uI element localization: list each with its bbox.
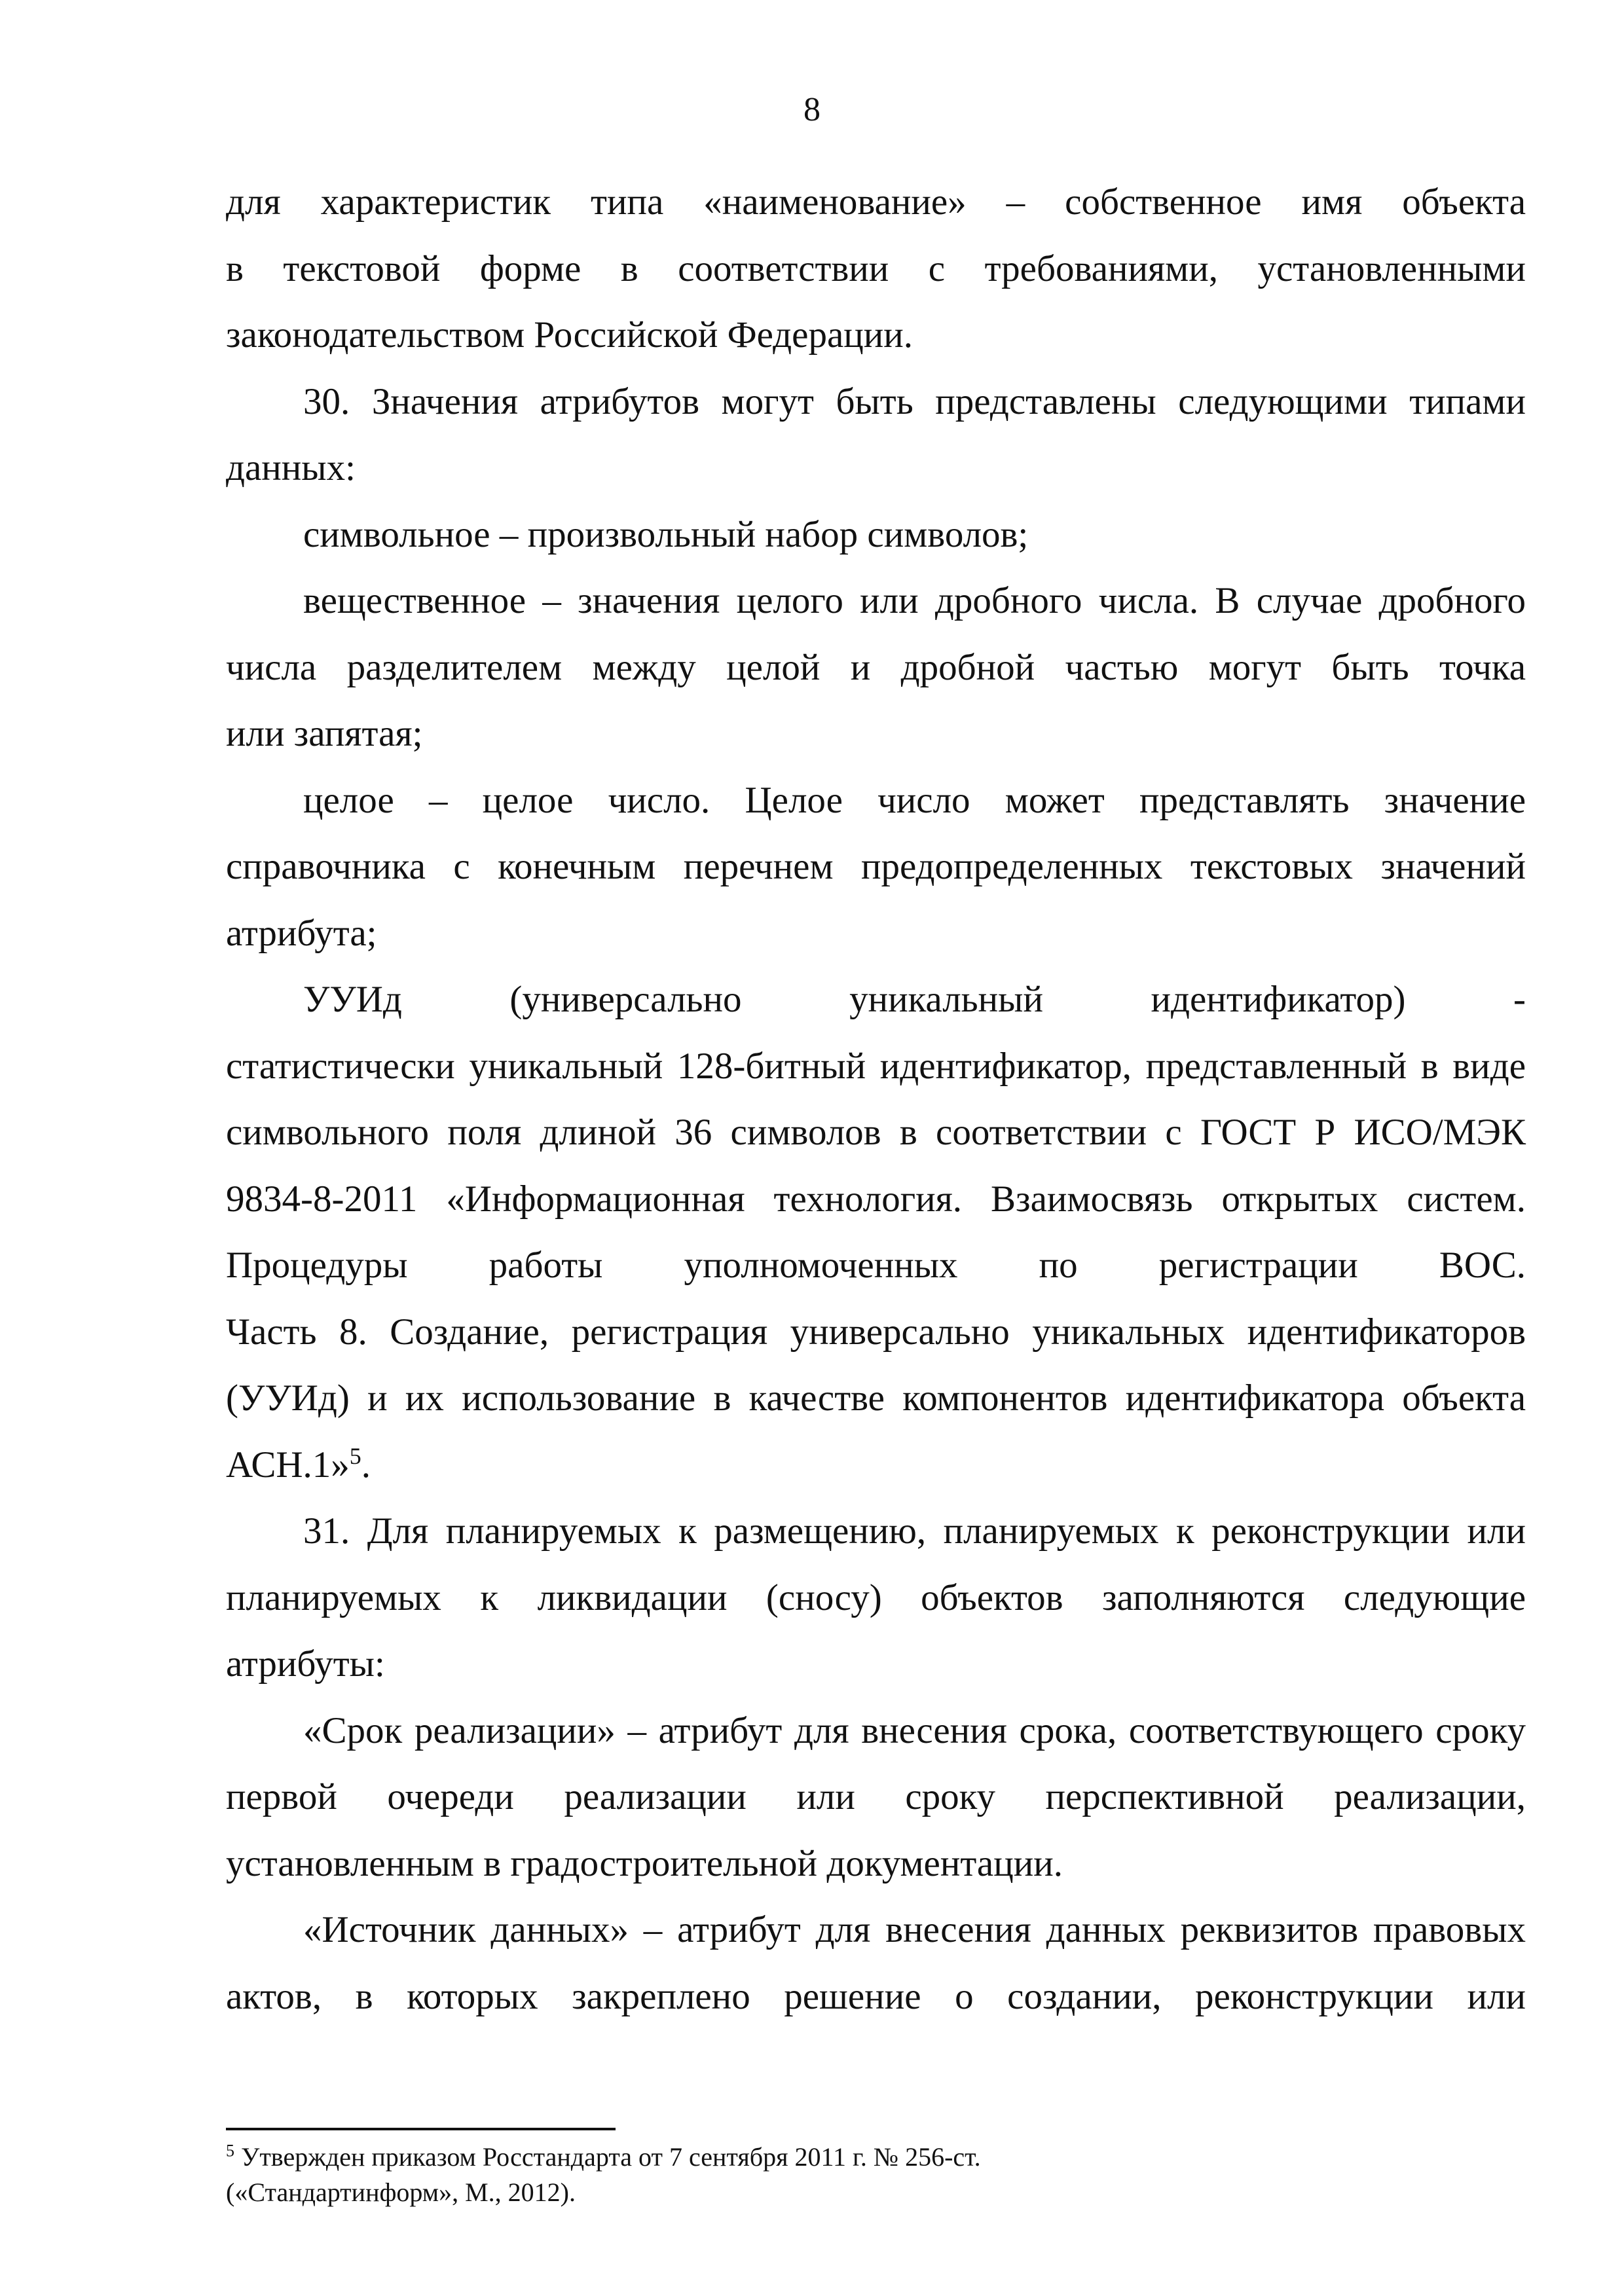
paragraph-line: символьное – произвольный набор символов; [303, 513, 1029, 555]
paragraph-line: данных: [226, 447, 356, 488]
paragraph-line: целое – целое число. Целое число может представлять значение [303, 779, 1526, 821]
paragraph-line: первой очереди реализации или сроку перспективной реализации, [226, 1776, 1526, 1817]
paragraph-line: в текстовой форме в соответствии с требованиями, установленными [226, 247, 1526, 289]
paragraph-line [226, 1432, 1526, 1499]
paragraph-line: Часть 8. Создание, регистрация универсально уникальных идентификаторов [226, 1311, 1526, 1353]
paragraph-line: числа разделителем между целой и дробной частью могут быть точка [226, 646, 1526, 688]
footnote-text: Утвержден приказом Росстандарта от 7 сентября 2011 г. № 256-ст. [234, 2142, 981, 2172]
footnote [226, 2140, 1526, 2210]
paragraph-line: законодательством Российской Федерации. [226, 314, 913, 355]
paragraph-text: АСН.1» [226, 1444, 350, 1485]
paragraph-line: вещественное – значения целого или дробного числа. В случае дробного [303, 580, 1526, 621]
footnote-divider [226, 2128, 616, 2130]
paragraph-line: символьного поля длиной 36 символов в соответствии с ГОСТ Р ИСО/МЭК [226, 1112, 1526, 1153]
paragraph-line: актов, в которых закреплено решение о создании, реконструкции или [226, 1975, 1526, 2017]
footnote-line: («Стандартинформ», М., 2012). [226, 2178, 576, 2207]
footnote-line [226, 2140, 1526, 2175]
paragraph-line: «Источник данных» – атрибут для внесения данных реквизитов правовых [303, 1909, 1526, 1950]
paragraph-line: установленным в градостроительной документации. [226, 1842, 1063, 1884]
footnote-reference: 5 [349, 1442, 361, 1469]
paragraph-line: 31. Для планируемых к размещению, планируемых к реконструкции или [303, 1510, 1526, 1552]
paragraph-line: Процедуры работы уполномоченных по регистрации ВОС. [226, 1245, 1526, 1286]
paragraph-text: . [361, 1444, 371, 1485]
paragraph-line: атрибута; [226, 912, 377, 954]
paragraph-line: статистически уникальный 128-битный идентификатор, представленный в виде [226, 1045, 1526, 1087]
paragraph-line: атрибуты: [226, 1643, 385, 1685]
page-number: 8 [803, 91, 821, 128]
paragraph-line: «Срок реализации» – атрибут для внесения срока, соответствующего сроку [303, 1709, 1526, 1751]
paragraph-line: планируемых к ликвидации (сносу) объектов заполняются следующие [226, 1576, 1526, 1618]
document-body [226, 169, 1526, 2030]
paragraph-line: 30. Значения атрибутов могут быть представлены следующими типами [303, 380, 1526, 422]
paragraph-line: (УУИд) и их использование в качестве компонентов идентификатора объекта [226, 1377, 1526, 1419]
paragraph-line: или запятая; [226, 713, 423, 754]
paragraph-line: для характеристик типа «наименование» – собственное имя объекта [226, 181, 1526, 223]
footnote-mark: 5 [226, 2141, 234, 2160]
paragraph-line: УУИд (универсально уникальный идентификатор) - [303, 979, 1526, 1020]
paragraph-line: справочника с конечным перечнем предопределенных текстовых значений [226, 846, 1526, 887]
paragraph-line: 9834-8-2011 «Информационная технология. Взаимосвязь открытых систем. [226, 1178, 1526, 1220]
